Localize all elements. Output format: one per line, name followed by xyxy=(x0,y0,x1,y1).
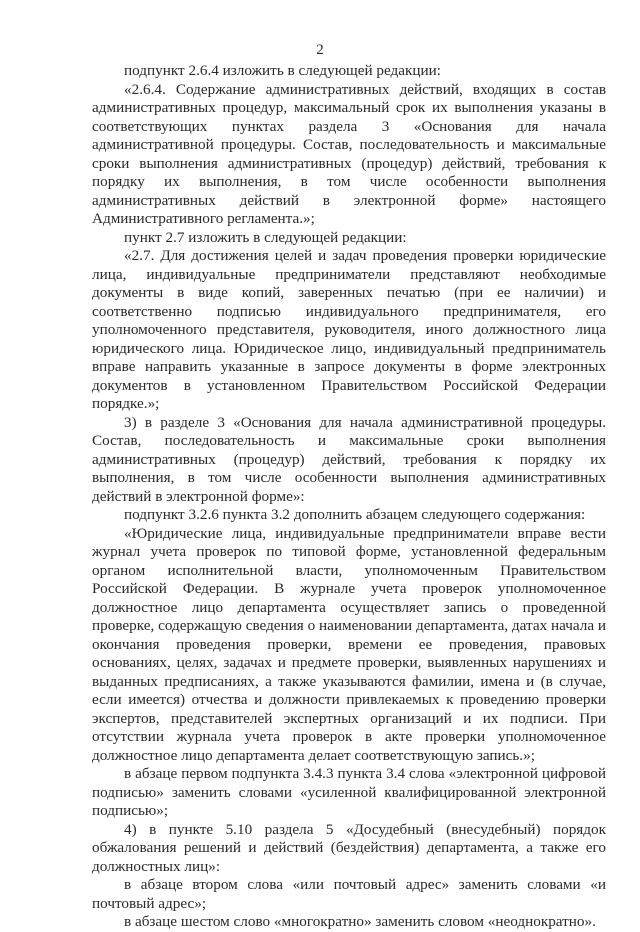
paragraph-second-abzac-amendment: в абзаце втором слова «или почтовый адрес» заменить словами «и почтовый адрес»; xyxy=(92,876,606,912)
paragraph-2-7-text: «2.7. Для достижения целей и задач проведения проверки юридические лица, индивидуальные предприниматели представляют необходимые документы в виде копий, заверенных печатью (при ее наличии) и соответственно подписью индивидуального предпринимателя, его уполномоченного представителя, руководителя, иного должностного лица юридического лица. Юридическое лицо, индивидуальный предприниматель вправе направить указанные в запросе документы в форме электронных документов в установленном Правительством Российской Федерации порядке.»; xyxy=(92,247,606,412)
paragraph-journal-text: «Юридические лица, индивидуальные предприниматели вправе вести журнал учета проверок по типовой форме, установленной федеральным органом исполнительной власти, уполномоченным Правительством Российской Федерации. В журнале учета проверок уполномоченное должностное лицо департамента осуществляет запись о проведенной проверке, содержащую сведения о наименовании департамента, датах начала и окончания проведения проверки, времени ее проведения, правовых основаниях, целях, задачах и предмете проверки, выявленных нарушениях и выданных предписаниях, а также указываются фамилии, имена и (в случае, если имеется) отчества и должности привлекаемых к проведению проверки экспертов, представителей экспертных организаций и их подписи. При отсутствии журнала учета проверок в акте проверки уполномоченное должностное лицо департамента делает соответствующую запись.»; xyxy=(92,524,606,764)
paragraph-section-3-intro: 3) в разделе 3 «Основания для начала административной процедуры. Состав, последовательность и максимальные сроки выполнения административных (процедур) действий, требования к порядку их выполнения, в том числе особенности выполнения административных действий в электронной форме»: xyxy=(92,413,606,505)
paragraph-sixth-abzac-amendment: в абзаце шестом слово «многократно» заменить словом «неоднократно». xyxy=(124,913,596,930)
paragraph-3-4-3-amendment: в абзаце первом подпункта 3.4.3 пункта 3.4 слова «электронной цифровой подписью» заменить словами «усиленной квалифицированной электронной подписью»; xyxy=(92,765,606,819)
paragraph-subitem-3-2-6-intro: подпункт 3.2.6 пункта 3.2 дополнить абзацем следующего содержания: xyxy=(124,506,586,523)
paragraph-subitem-2-6-4-intro: подпункт 2.6.4 изложить в следующей редакции: xyxy=(124,62,441,79)
document-body xyxy=(92,62,606,932)
paragraph-2-6-4-text: «2.6.4. Содержание административных действий, входящих в состав административных процедур, максимальный срок их выполнения указаны в соответствующих пунктах раздела 3 «Основания для начала административной процедуры. Состав, последовательность и максимальные сроки выполнения административных (процедур) действий, требования к порядку их выполнения, в том числе особенности выполнения административных действий в электронной форме» настоящего Административного регламента.»; xyxy=(92,80,606,227)
page-number: 2 xyxy=(316,42,324,58)
paragraph-5-10-intro: 4) в пункте 5.10 раздела 5 «Досудебный (внесудебный) порядок обжалования решений и действий (бездействия) департамента, а также его должностных лиц»: xyxy=(92,820,606,875)
paragraph-item-2-7-intro: пункт 2.7 изложить в следующей редакции: xyxy=(124,228,407,246)
